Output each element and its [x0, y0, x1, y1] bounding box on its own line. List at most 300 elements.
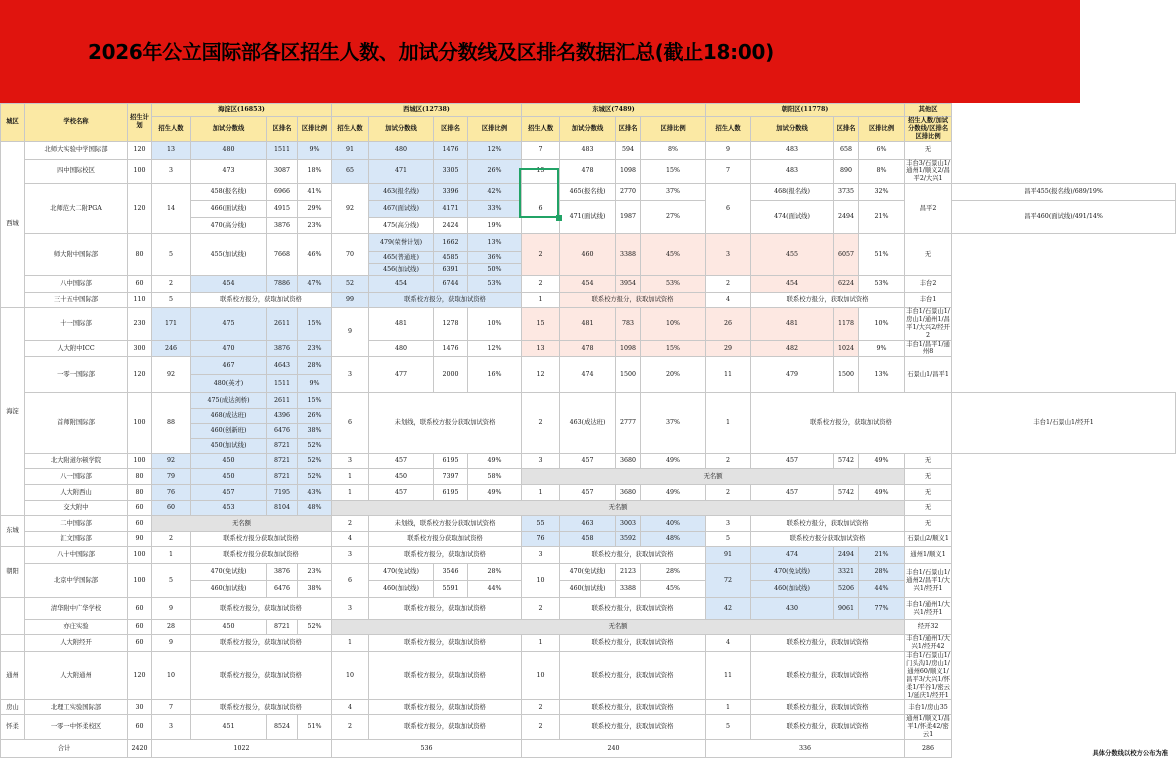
- data-cell[interactable]: 460(加试线): [560, 581, 616, 598]
- data-cell[interactable]: 12%: [468, 340, 522, 357]
- data-cell[interactable]: 未划线，联系校方报分获取加试资格: [369, 516, 522, 532]
- data-cell[interactable]: 10: [332, 652, 369, 700]
- data-cell[interactable]: 460(加试线): [369, 581, 434, 598]
- data-cell[interactable]: 1: [522, 635, 560, 652]
- data-cell[interactable]: 26%: [468, 159, 522, 184]
- data-cell[interactable]: 5: [152, 564, 191, 598]
- data-cell[interactable]: 48%: [641, 532, 706, 547]
- data-cell[interactable]: 7: [522, 141, 560, 159]
- data-cell[interactable]: 60: [128, 516, 152, 532]
- data-cell[interactable]: 未划线，联系校方报分获取加试资格: [369, 393, 522, 454]
- school-name-cell[interactable]: 北师范大二附PGA: [25, 184, 128, 234]
- data-cell[interactable]: 联系校方报分，获取加试资格: [369, 700, 522, 715]
- data-cell[interactable]: 联系校方报分，获取加试资格: [191, 700, 332, 715]
- data-cell[interactable]: 23%: [298, 564, 332, 581]
- data-cell[interactable]: 3592: [616, 532, 641, 547]
- data-cell[interactable]: 3: [332, 598, 369, 620]
- school-name-cell[interactable]: 首师附国际部: [25, 393, 128, 454]
- data-cell[interactable]: 15%: [298, 308, 332, 340]
- data-cell[interactable]: 联系校方报分，获取加试资格: [560, 635, 706, 652]
- data-cell[interactable]: 3: [706, 516, 751, 532]
- data-cell[interactable]: 79: [152, 469, 191, 485]
- data-cell[interactable]: 455(加试线): [191, 234, 267, 276]
- data-cell[interactable]: 3: [152, 715, 191, 740]
- data-cell[interactable]: 18%: [298, 159, 332, 184]
- data-cell[interactable]: 15: [522, 308, 560, 340]
- data-cell[interactable]: 1178: [834, 308, 859, 340]
- data-cell[interactable]: 477: [369, 357, 434, 393]
- data-cell[interactable]: 594: [616, 141, 641, 159]
- data-cell[interactable]: 2: [522, 276, 560, 293]
- data-cell[interactable]: 26%: [298, 409, 332, 424]
- data-cell[interactable]: 40%: [641, 516, 706, 532]
- data-cell[interactable]: 10: [522, 564, 560, 598]
- data-cell[interactable]: 2770: [616, 184, 641, 201]
- data-cell[interactable]: 9%: [298, 375, 332, 393]
- data-cell[interactable]: 11: [706, 652, 751, 700]
- data-cell[interactable]: 473: [191, 159, 267, 184]
- data-cell[interactable]: 2420: [128, 740, 152, 758]
- data-cell[interactable]: 13: [522, 340, 560, 357]
- data-cell[interactable]: 457: [751, 485, 834, 501]
- data-cell[interactable]: 30: [128, 700, 152, 715]
- data-cell[interactable]: 92: [152, 357, 191, 393]
- data-cell[interactable]: 9%: [298, 141, 332, 159]
- data-cell[interactable]: 无: [905, 485, 952, 501]
- data-cell[interactable]: 3396: [434, 184, 468, 201]
- district-cell[interactable]: 怀柔: [1, 715, 25, 740]
- data-cell[interactable]: 120: [128, 141, 152, 159]
- data-cell[interactable]: 481: [751, 308, 834, 340]
- data-cell[interactable]: 480: [191, 141, 267, 159]
- data-cell[interactable]: 28%: [641, 564, 706, 581]
- data-cell[interactable]: 5742: [834, 485, 859, 501]
- data-cell[interactable]: 2611: [267, 393, 298, 409]
- data-cell[interactable]: 470(免试线): [191, 564, 267, 581]
- data-cell[interactable]: 6391: [434, 264, 468, 276]
- school-name-cell[interactable]: 一零一国际部: [25, 357, 128, 393]
- data-cell[interactable]: 联系校方报分，获取加试资格: [751, 516, 905, 532]
- data-cell[interactable]: 4643: [267, 357, 298, 375]
- data-cell[interactable]: 联系校方报分，获取加试资格: [560, 652, 706, 700]
- data-cell[interactable]: 28%: [468, 564, 522, 581]
- data-cell[interactable]: 联系校方报分，获取加试资格: [191, 652, 332, 700]
- data-cell[interactable]: 21%: [859, 547, 905, 564]
- school-name-cell[interactable]: 人大附中ICC: [25, 340, 128, 357]
- district-cell[interactable]: 东城: [1, 516, 25, 547]
- data-cell[interactable]: 430: [751, 598, 834, 620]
- data-cell[interactable]: 479: [751, 357, 834, 393]
- data-cell[interactable]: 9061: [834, 598, 859, 620]
- data-cell[interactable]: 3: [332, 454, 369, 469]
- data-cell[interactable]: 2611: [267, 308, 298, 340]
- data-cell[interactable]: 20%: [641, 357, 706, 393]
- data-cell[interactable]: 13%: [468, 234, 522, 252]
- data-cell[interactable]: 99: [332, 293, 369, 308]
- data-cell[interactable]: 1: [522, 293, 560, 308]
- data-cell[interactable]: 53%: [468, 276, 522, 293]
- data-cell[interactable]: 5: [706, 532, 751, 547]
- data-cell[interactable]: 1: [152, 547, 191, 564]
- data-cell[interactable]: 11: [706, 357, 751, 393]
- data-cell[interactable]: 483: [751, 159, 834, 184]
- data-cell[interactable]: 47%: [298, 276, 332, 293]
- school-name-cell[interactable]: 清华附中广华学校: [25, 598, 128, 620]
- data-cell[interactable]: 10%: [468, 308, 522, 340]
- data-cell[interactable]: 6: [522, 184, 560, 234]
- data-cell[interactable]: 3087: [267, 159, 298, 184]
- data-cell[interactable]: 无名额: [332, 501, 905, 516]
- school-name-cell[interactable]: 三十五中国际部: [25, 293, 128, 308]
- data-cell[interactable]: 49%: [468, 454, 522, 469]
- data-cell[interactable]: 无名额: [522, 469, 905, 485]
- data-cell[interactable]: 8721: [267, 454, 298, 469]
- data-cell[interactable]: 丰台1/石景山1/经开1: [952, 393, 1176, 454]
- data-cell[interactable]: 8524: [267, 715, 298, 740]
- data-cell[interactable]: 1: [332, 635, 369, 652]
- data-cell[interactable]: 36%: [468, 252, 522, 264]
- data-cell[interactable]: 49%: [859, 485, 905, 501]
- data-cell[interactable]: 50%: [468, 264, 522, 276]
- data-cell[interactable]: 37%: [641, 184, 706, 201]
- data-cell[interactable]: 7: [706, 159, 751, 184]
- data-cell[interactable]: 454: [191, 276, 267, 293]
- data-cell[interactable]: 1098: [616, 159, 641, 184]
- data-cell[interactable]: 463(报名线): [369, 184, 434, 201]
- data-cell[interactable]: 460(创新班): [191, 424, 267, 439]
- data-cell[interactable]: 478: [560, 340, 616, 357]
- data-cell[interactable]: 6195: [434, 485, 468, 501]
- data-cell[interactable]: 1278: [434, 308, 468, 340]
- data-cell[interactable]: 6%: [859, 141, 905, 159]
- data-cell[interactable]: 联系校方报分，获取加试资格: [191, 635, 332, 652]
- data-cell[interactable]: 1022: [152, 740, 332, 758]
- data-cell[interactable]: 5591: [434, 581, 468, 598]
- data-cell[interactable]: 丰台1/昌平1/通州8: [906, 340, 950, 356]
- data-cell[interactable]: 1: [522, 485, 560, 501]
- data-cell[interactable]: 3388: [616, 234, 641, 276]
- school-name-cell[interactable]: 八十中国际部: [25, 547, 128, 564]
- school-name-cell[interactable]: 北理工实验国际部: [25, 700, 128, 715]
- data-cell[interactable]: 1098: [616, 340, 641, 357]
- data-cell[interactable]: 21%: [859, 201, 905, 234]
- data-cell[interactable]: 9: [332, 308, 369, 357]
- data-cell[interactable]: 19%: [468, 218, 522, 234]
- data-cell[interactable]: 联系校方报分获取加试资格: [369, 532, 522, 547]
- data-cell[interactable]: 15%: [641, 159, 706, 184]
- data-cell[interactable]: 6057: [834, 234, 859, 276]
- data-cell[interactable]: 450: [191, 469, 267, 485]
- data-cell[interactable]: 6195: [434, 454, 468, 469]
- data-cell[interactable]: 466(面试线): [191, 201, 267, 218]
- data-cell[interactable]: 23%: [298, 218, 332, 234]
- data-cell[interactable]: 450: [191, 620, 267, 635]
- data-cell[interactable]: 450: [191, 454, 267, 469]
- data-cell[interactable]: 52: [332, 276, 369, 293]
- data-cell[interactable]: 470: [191, 340, 267, 357]
- data-cell[interactable]: 100: [128, 159, 152, 184]
- data-cell[interactable]: 300: [128, 340, 152, 357]
- data-cell[interactable]: 53%: [641, 276, 706, 293]
- data-cell[interactable]: 16%: [468, 357, 522, 393]
- data-cell[interactable]: 1987: [616, 201, 641, 234]
- data-cell[interactable]: 33%: [468, 201, 522, 218]
- data-cell[interactable]: 昌平2: [905, 184, 952, 234]
- data-cell[interactable]: 3: [332, 547, 369, 564]
- data-cell[interactable]: 联系校方报分，获取加试资格: [560, 598, 706, 620]
- data-cell[interactable]: 52%: [298, 469, 332, 485]
- data-cell[interactable]: 470(免试线): [751, 564, 834, 581]
- data-cell[interactable]: 23%: [298, 340, 332, 357]
- school-name-cell[interactable]: 二中国际部: [25, 516, 128, 532]
- data-cell[interactable]: 2494: [834, 201, 859, 234]
- data-cell[interactable]: 10: [152, 652, 191, 700]
- data-cell[interactable]: 8104: [267, 501, 298, 516]
- data-cell[interactable]: 460: [560, 234, 616, 276]
- data-cell[interactable]: 460(加试线): [191, 581, 267, 598]
- data-cell[interactable]: 463(成达班): [560, 393, 616, 454]
- data-cell[interactable]: 28%: [859, 564, 905, 581]
- data-cell[interactable]: 230: [128, 308, 152, 340]
- data-cell[interactable]: 482: [751, 340, 834, 357]
- data-cell[interactable]: 5206: [834, 581, 859, 598]
- data-cell[interactable]: 52%: [298, 454, 332, 469]
- data-cell[interactable]: 1500: [616, 357, 641, 393]
- data-cell[interactable]: 联系校方报分，获取加试资格: [751, 393, 952, 454]
- data-cell[interactable]: 1476: [434, 141, 468, 159]
- data-cell[interactable]: 51%: [859, 234, 905, 276]
- data-cell[interactable]: 27%: [641, 201, 706, 234]
- data-cell[interactable]: 460(加试线): [751, 581, 834, 598]
- data-cell[interactable]: 474: [751, 547, 834, 564]
- data-cell[interactable]: 联系校方报分，获取加试资格: [369, 635, 522, 652]
- data-cell[interactable]: 无: [905, 141, 952, 159]
- data-cell[interactable]: 8721: [267, 620, 298, 635]
- data-cell[interactable]: 2: [152, 276, 191, 293]
- data-cell[interactable]: 5: [152, 293, 191, 308]
- data-cell[interactable]: 463: [560, 516, 616, 532]
- data-cell[interactable]: 6744: [434, 276, 468, 293]
- data-cell[interactable]: 10: [522, 652, 560, 700]
- data-cell[interactable]: 6224: [834, 276, 859, 293]
- school-name-cell[interactable]: 人大附经开: [25, 635, 128, 652]
- data-cell[interactable]: 60: [128, 715, 152, 740]
- data-cell[interactable]: 92: [152, 454, 191, 469]
- data-cell[interactable]: 3680: [616, 454, 641, 469]
- school-name-cell[interactable]: 四中国际校区: [25, 159, 128, 184]
- data-cell[interactable]: 49%: [859, 454, 905, 469]
- data-cell[interactable]: 丰台1: [905, 293, 952, 308]
- data-cell[interactable]: 77%: [859, 598, 905, 620]
- data-cell[interactable]: 453: [191, 501, 267, 516]
- data-cell[interactable]: 465(普通班): [369, 252, 434, 264]
- school-name-cell[interactable]: 八一国际部: [25, 469, 128, 485]
- data-cell[interactable]: 3305: [434, 159, 468, 184]
- data-cell[interactable]: 联系校方报分，获取加试资格: [369, 547, 522, 564]
- data-cell[interactable]: 无名额: [152, 516, 332, 532]
- school-name-cell[interactable]: 人大附通州: [25, 652, 128, 700]
- school-name-cell[interactable]: 十一国际部: [25, 308, 128, 340]
- data-cell[interactable]: 100: [128, 454, 152, 469]
- data-cell[interactable]: 4171: [434, 201, 468, 218]
- data-cell[interactable]: 4396: [267, 409, 298, 424]
- data-cell[interactable]: 4585: [434, 252, 468, 264]
- data-cell[interactable]: 37%: [641, 393, 706, 454]
- data-cell[interactable]: 石景山2/顺义1: [905, 532, 952, 547]
- data-cell[interactable]: 3: [706, 234, 751, 276]
- data-cell[interactable]: 8%: [641, 141, 706, 159]
- data-cell[interactable]: 480(英才): [191, 375, 267, 393]
- data-cell[interactable]: 9%: [859, 340, 905, 357]
- data-cell[interactable]: 4: [332, 532, 369, 547]
- data-cell[interactable]: 42: [706, 598, 751, 620]
- data-cell[interactable]: 3388: [616, 581, 641, 598]
- data-cell[interactable]: 联系校方报分，获取加试资格: [369, 293, 522, 308]
- school-name-cell[interactable]: 汇文国际部: [25, 532, 128, 547]
- data-cell[interactable]: 471(面试线): [560, 201, 616, 234]
- district-cell[interactable]: [1, 598, 25, 635]
- data-cell[interactable]: 60: [128, 501, 152, 516]
- data-cell[interactable]: 无: [905, 501, 952, 516]
- data-cell[interactable]: 联系校方报分，获取加试资格: [560, 700, 706, 715]
- data-cell[interactable]: 457: [369, 485, 434, 501]
- data-cell[interactable]: 1511: [267, 375, 298, 393]
- data-cell[interactable]: 1511: [267, 141, 298, 159]
- data-cell[interactable]: 2123: [616, 564, 641, 581]
- data-cell[interactable]: 联系校方报分，获取加试资格: [369, 652, 522, 700]
- data-cell[interactable]: 336: [706, 740, 905, 758]
- data-cell[interactable]: 475(成达剑桥): [191, 393, 267, 409]
- data-cell[interactable]: 6: [706, 184, 751, 234]
- data-cell[interactable]: 100: [128, 564, 152, 598]
- district-cell[interactable]: 西城: [1, 141, 25, 308]
- data-cell[interactable]: 13: [152, 141, 191, 159]
- data-cell[interactable]: 474: [560, 357, 616, 393]
- data-cell[interactable]: 2: [706, 454, 751, 469]
- data-cell[interactable]: 10%: [641, 308, 706, 340]
- data-cell[interactable]: 1: [706, 700, 751, 715]
- data-cell[interactable]: 454: [560, 276, 616, 293]
- data-cell[interactable]: 2777: [616, 393, 641, 454]
- data-cell[interactable]: 7397: [434, 469, 468, 485]
- data-cell[interactable]: 3: [522, 454, 560, 469]
- data-cell[interactable]: 12: [522, 357, 560, 393]
- school-name-cell[interactable]: 师大附中国际部: [25, 234, 128, 276]
- data-cell[interactable]: 2000: [434, 357, 468, 393]
- data-cell[interactable]: 2: [522, 715, 560, 740]
- data-cell[interactable]: 55: [522, 516, 560, 532]
- data-cell[interactable]: 2: [152, 532, 191, 547]
- data-cell[interactable]: 451: [191, 715, 267, 740]
- school-name-cell[interactable]: 北师大实验中学国际部: [25, 141, 128, 159]
- data-cell[interactable]: 457: [560, 485, 616, 501]
- data-cell[interactable]: 2: [522, 393, 560, 454]
- data-cell[interactable]: 1662: [434, 234, 468, 252]
- data-cell[interactable]: 100: [128, 393, 152, 454]
- data-cell[interactable]: 6966: [267, 184, 298, 201]
- school-name-cell[interactable]: 八中国际部: [25, 276, 128, 293]
- data-cell[interactable]: 石景山1/昌平1: [905, 357, 952, 393]
- data-cell[interactable]: 丰台1/房山35: [905, 700, 952, 715]
- data-cell[interactable]: 783: [616, 308, 641, 340]
- data-cell[interactable]: 3680: [616, 485, 641, 501]
- data-cell[interactable]: 联系校方报分，获取加试资格: [751, 652, 905, 700]
- data-cell[interactable]: 38%: [298, 424, 332, 439]
- data-cell[interactable]: 26: [706, 308, 751, 340]
- data-cell[interactable]: 286: [905, 740, 952, 758]
- data-cell[interactable]: 联系校方报分，获取加试资格: [751, 293, 905, 308]
- data-cell[interactable]: 454: [751, 276, 834, 293]
- data-cell[interactable]: 479(荣誉计划): [369, 234, 434, 252]
- data-cell[interactable]: 9: [152, 598, 191, 620]
- data-cell[interactable]: 454: [369, 276, 434, 293]
- data-cell[interactable]: 80: [128, 469, 152, 485]
- data-cell[interactable]: 2: [522, 700, 560, 715]
- data-cell[interactable]: 无名额: [332, 620, 905, 635]
- data-cell[interactable]: 7195: [267, 485, 298, 501]
- data-cell[interactable]: 联系校方报分，获取加试资格: [560, 715, 706, 740]
- data-cell[interactable]: 联系校方报分获取加试资格: [191, 532, 332, 547]
- school-name-cell[interactable]: 一零一中怀柔校区: [25, 715, 128, 740]
- data-cell[interactable]: 2: [706, 276, 751, 293]
- data-cell[interactable]: 481: [369, 308, 434, 340]
- data-cell[interactable]: 昌平460(面试线)/491/14%: [952, 201, 1176, 234]
- data-cell[interactable]: 457: [369, 454, 434, 469]
- district-cell[interactable]: 海淀: [1, 308, 25, 516]
- data-cell[interactable]: 2: [332, 715, 369, 740]
- data-cell[interactable]: 457: [191, 485, 267, 501]
- data-cell[interactable]: 3876: [267, 564, 298, 581]
- data-cell[interactable]: 7668: [267, 234, 298, 276]
- data-cell[interactable]: 120: [128, 652, 152, 700]
- data-cell[interactable]: 联系校方报分获取加试资格: [751, 532, 905, 547]
- data-cell[interactable]: 100: [128, 547, 152, 564]
- data-cell[interactable]: 28: [152, 620, 191, 635]
- data-cell[interactable]: 88: [152, 393, 191, 454]
- data-cell[interactable]: 60: [128, 276, 152, 293]
- data-cell[interactable]: 46%: [298, 234, 332, 276]
- data-cell[interactable]: 昌平455(报名线)/689/19%: [952, 184, 1176, 201]
- data-cell[interactable]: 49%: [641, 454, 706, 469]
- data-cell[interactable]: 丰台2: [905, 276, 952, 293]
- data-cell[interactable]: 4: [332, 700, 369, 715]
- data-cell[interactable]: 3546: [434, 564, 468, 581]
- data-cell[interactable]: 7886: [267, 276, 298, 293]
- data-cell[interactable]: 70: [332, 234, 369, 276]
- data-cell[interactable]: 44%: [859, 581, 905, 598]
- data-cell[interactable]: 478: [560, 159, 616, 184]
- data-cell[interactable]: 120: [128, 184, 152, 234]
- data-cell[interactable]: 13%: [859, 357, 905, 393]
- data-cell[interactable]: 15%: [298, 393, 332, 409]
- data-cell[interactable]: 76: [152, 485, 191, 501]
- data-cell[interactable]: 2: [706, 485, 751, 501]
- district-cell[interactable]: 房山: [1, 700, 25, 715]
- data-cell[interactable]: 475: [191, 308, 267, 340]
- data-cell[interactable]: 3: [522, 547, 560, 564]
- data-cell[interactable]: 470(免试线): [369, 564, 434, 581]
- data-cell[interactable]: 6: [332, 564, 369, 598]
- data-cell[interactable]: 1500: [834, 357, 859, 393]
- data-cell[interactable]: 无: [905, 454, 952, 469]
- data-cell[interactable]: 52%: [298, 439, 332, 454]
- data-cell[interactable]: 无: [905, 469, 952, 485]
- data-cell[interactable]: 15%: [641, 340, 706, 357]
- data-cell[interactable]: 8%: [859, 159, 905, 184]
- data-cell[interactable]: 3: [332, 357, 369, 393]
- district-cell[interactable]: 朝阳: [1, 547, 25, 598]
- data-cell[interactable]: 丰台1/石景山1/房山1/通州1/昌平1/大兴2/经开2: [906, 308, 950, 339]
